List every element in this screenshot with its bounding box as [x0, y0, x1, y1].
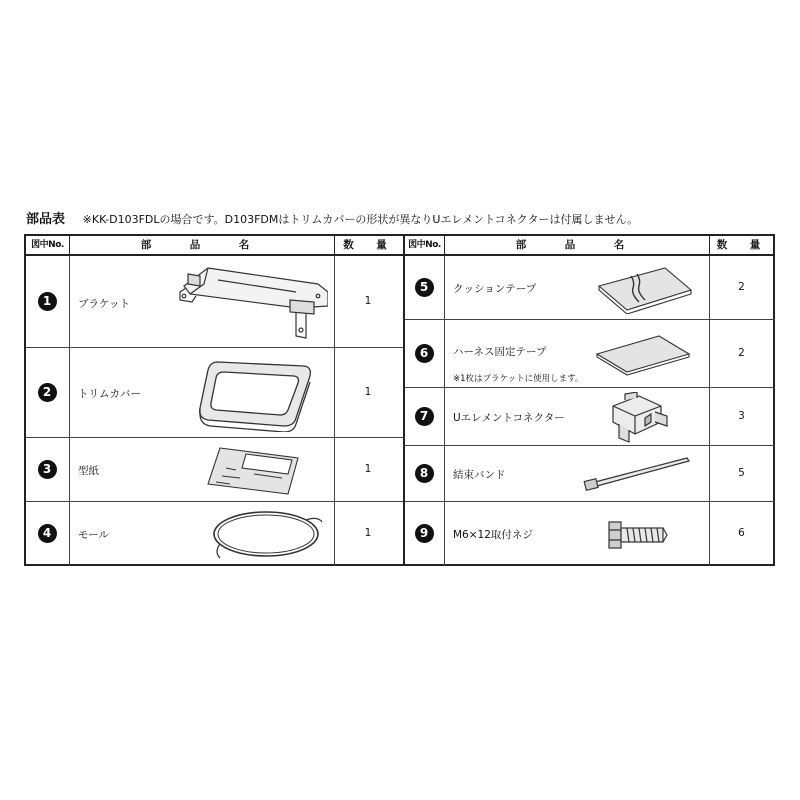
item-qty: 2	[738, 280, 745, 293]
table-row	[405, 320, 775, 388]
item-qty: 1	[364, 527, 372, 539]
item-qty: 2	[738, 346, 745, 359]
header-name: 部 品 名	[70, 236, 335, 254]
header-qty: 数 量	[716, 239, 767, 251]
item-name: クッションテープ	[453, 283, 537, 295]
item-name: ハーネス固定テープ	[453, 346, 547, 358]
table-row	[405, 256, 775, 320]
parts-list-heading	[26, 209, 786, 229]
parts-list-note: ※KK-D103FDLの場合です。D103FDMはトリムカバーの形状が異なりUエレメントコネクターは付属しません。	[82, 213, 639, 226]
parts-table-right	[403, 236, 775, 564]
item-qty: 6	[738, 527, 745, 539]
item-qty: 1	[364, 385, 372, 398]
item-name: トリムカバー	[78, 388, 141, 400]
table-header	[26, 236, 403, 256]
item-number: 5	[415, 278, 434, 297]
table-row	[26, 348, 403, 438]
table-row	[405, 502, 775, 566]
item-name: 型紙	[78, 465, 99, 477]
item-number: 9	[415, 524, 434, 543]
item-number: 4	[38, 524, 57, 543]
header-name: 部 品 名	[445, 236, 710, 254]
screw-icon	[605, 518, 669, 552]
item-qty: 5	[738, 466, 745, 479]
item-name: モール	[78, 529, 109, 541]
template-paper-icon	[206, 444, 302, 496]
item-name: Uエレメントコネクター	[453, 412, 565, 424]
item-number: 8	[415, 464, 434, 483]
header-no: 図中No.	[26, 236, 70, 254]
item-qty: 1	[364, 462, 372, 475]
u-element-connector-icon	[605, 392, 669, 444]
trim-cover-icon	[196, 358, 316, 432]
bracket-icon	[178, 262, 328, 344]
harness-tape-icon	[593, 332, 693, 376]
cable-tie-icon	[581, 454, 691, 494]
parts-table	[24, 234, 775, 566]
molding-icon	[206, 504, 326, 564]
item-name: ブラケット	[78, 298, 130, 310]
item-name: M6×12取付ネジ	[453, 529, 533, 541]
table-row	[405, 388, 775, 446]
header-no: 図中No.	[405, 236, 445, 254]
item-number: 7	[415, 407, 434, 426]
item-number: 1	[38, 292, 57, 311]
item-number: 2	[38, 383, 57, 402]
item-qty: 1	[364, 294, 372, 307]
item-number: 3	[38, 460, 57, 479]
parts-list-title: 部品表	[26, 212, 66, 227]
item-note: ※1枚はブラケットに使用します。	[453, 374, 584, 384]
cushion-tape-icon	[595, 262, 695, 314]
item-name: 結束バンド	[453, 469, 506, 481]
table-row	[26, 256, 403, 348]
item-qty: 3	[738, 409, 745, 422]
table-header	[405, 236, 775, 256]
parts-table-left	[26, 236, 403, 564]
table-row	[26, 502, 403, 566]
item-number: 6	[415, 344, 434, 363]
table-row	[26, 438, 403, 502]
table-row	[405, 446, 775, 502]
header-qty: 数 量	[343, 239, 393, 251]
